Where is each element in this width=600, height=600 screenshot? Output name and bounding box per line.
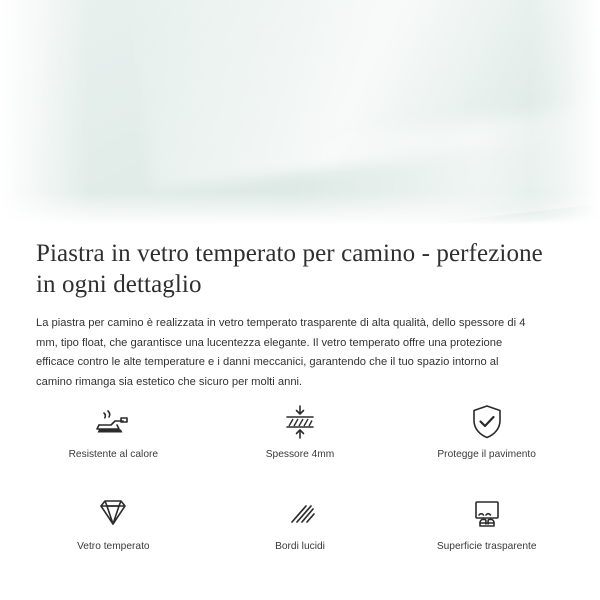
feature-item-heat-resistant <box>20 400 207 478</box>
feature-grid <box>0 400 600 570</box>
feature-label: Vetro temperato <box>77 541 150 552</box>
feature-label: Superficie trasparente <box>436 541 537 552</box>
feature-label: Bordi lucidi <box>275 541 325 552</box>
feature-item-thickness <box>207 400 394 478</box>
feature-item-polished-edges <box>207 492 394 570</box>
feature-item-floor-protection <box>393 400 580 478</box>
hero-fade-bottom <box>0 192 600 228</box>
shield-check-icon <box>467 400 507 444</box>
hero-image <box>0 0 600 228</box>
polished-edges-icon <box>280 492 320 536</box>
clean-surface-icon <box>465 492 509 536</box>
feature-label: Spessore 4mm <box>265 449 335 460</box>
page-title: Piastra in vetro temperato per camino - perfezione in ogni dettaglio <box>36 240 543 298</box>
feature-item-tempered-glass <box>20 492 207 570</box>
article-body: La piastra per camino è realizzata in vetro temperato trasparente di alta qualità, dello spessore di 4 mm, tipo float, che garantisce una lucentezza elegante. Il vetro temperato offre una protezione efficace contro le alte temperature e i danni meccanici, garantendo che il tuo spazio intorno al camino rimanga sia estetico che sicuro per molti anni. <box>36 317 526 388</box>
article-content <box>0 228 600 392</box>
heat-resistant-icon <box>91 400 135 444</box>
thickness-4mm-icon <box>278 400 322 444</box>
feature-label: Protegge il pavimento <box>437 449 536 460</box>
feature-item-transparent-surface <box>393 492 580 570</box>
feature-label: Resistente al calore <box>68 449 159 460</box>
diamond-icon <box>92 492 134 536</box>
